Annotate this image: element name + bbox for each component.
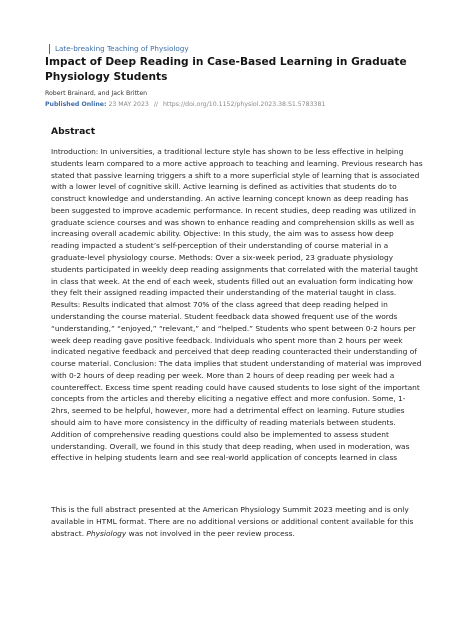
published-date: 23 MAY 2023 <box>108 101 149 108</box>
journal-name: Physiology <box>86 528 127 538</box>
note-text-after: was not involved in the peer review process. <box>126 528 295 538</box>
note-text-before: This is the full abstract presented at the American Physiology Summit 2023 meeting and is only available in HTML format. There are no additional versions or additional content available for this abstract. <box>51 505 414 538</box>
abstract-note <box>51 504 423 539</box>
abstract-heading: Abstract <box>51 126 96 137</box>
author-list[interactable]: Robert Brainard, and Jack Britten <box>45 90 148 97</box>
separator: // <box>153 101 159 108</box>
publication-line <box>45 100 325 109</box>
category-label[interactable]: Late-breaking Teaching of Physiology <box>49 44 189 54</box>
doi-link[interactable]: https://doi.org/10.1152/physiol.2023.38.S1.5783381 <box>162 101 326 108</box>
published-online-label: Published Online: <box>45 101 107 108</box>
article-title: Impact of Deep Reading in Case-Based Learning in Graduate Physiology Students <box>45 56 407 83</box>
abstract-body: Introduction: In universities, a traditional lecture style has shown to be less effective in helping students learn compared to a more active approach to teaching and learning. Previous research has stated that passive learning triggers a shift to a more superficial style of learning that is associated with a lower level of cognitive skill. Active learning is defined as activities that students do to construct knowledge and understanding. An active learning concept known as deep reading has been suggested to improve academic performance. In recent studies, deep reading was utilized in graduate science courses and was shown to enhance reading and comprehension skills as well as increasing overall academic ability. Objective: In this study, the aim was to assess how deep reading impacted a student’s self-perception of their understanding of course material in a graduate-level physiology course. Methods: Over a six-week period, 23 graduate physiology students participated in weekly deep reading assignments that correlated with the material taught in class that week. At the end of each week, students filled out an evaluation form indicating how they felt their assigned reading impacted their understanding of the material taught in class. Results: Results indicated that almost 70% of the class agreed that deep reading helped in understanding the course material. Student feedback data showed frequent use of the words “understanding,” “enjoyed,” “relevant,” and “helped.” Students who spent between 0-2 hours per week deep reading gave positive feedback. Individuals who spent more than 2 hours per week indicated negative feedback and perceived that deep reading counteracted their understanding of course material. Conclusion: The data implies that student understanding of material was improved with 0-2 hours of deep reading per week. More than 2 hours of deep reading per week had a countereffect. Excess time spent reading could have caused students to lose sight of the important concepts from the articles and thereby eliciting a negative effect and more confusion. Some, 1-2hrs, seemed to be helpful, however, more had a detrimental effect on learning. Future studies should aim to have more consistency in the difficulty of reading materials between students. Addition of comprehensive reading questions could also be implemented to assess student understanding. Overall, we found in this study that deep reading, when used in moderation, was effective in helping students learn and see real-world application of concepts learned in class <box>51 147 423 463</box>
